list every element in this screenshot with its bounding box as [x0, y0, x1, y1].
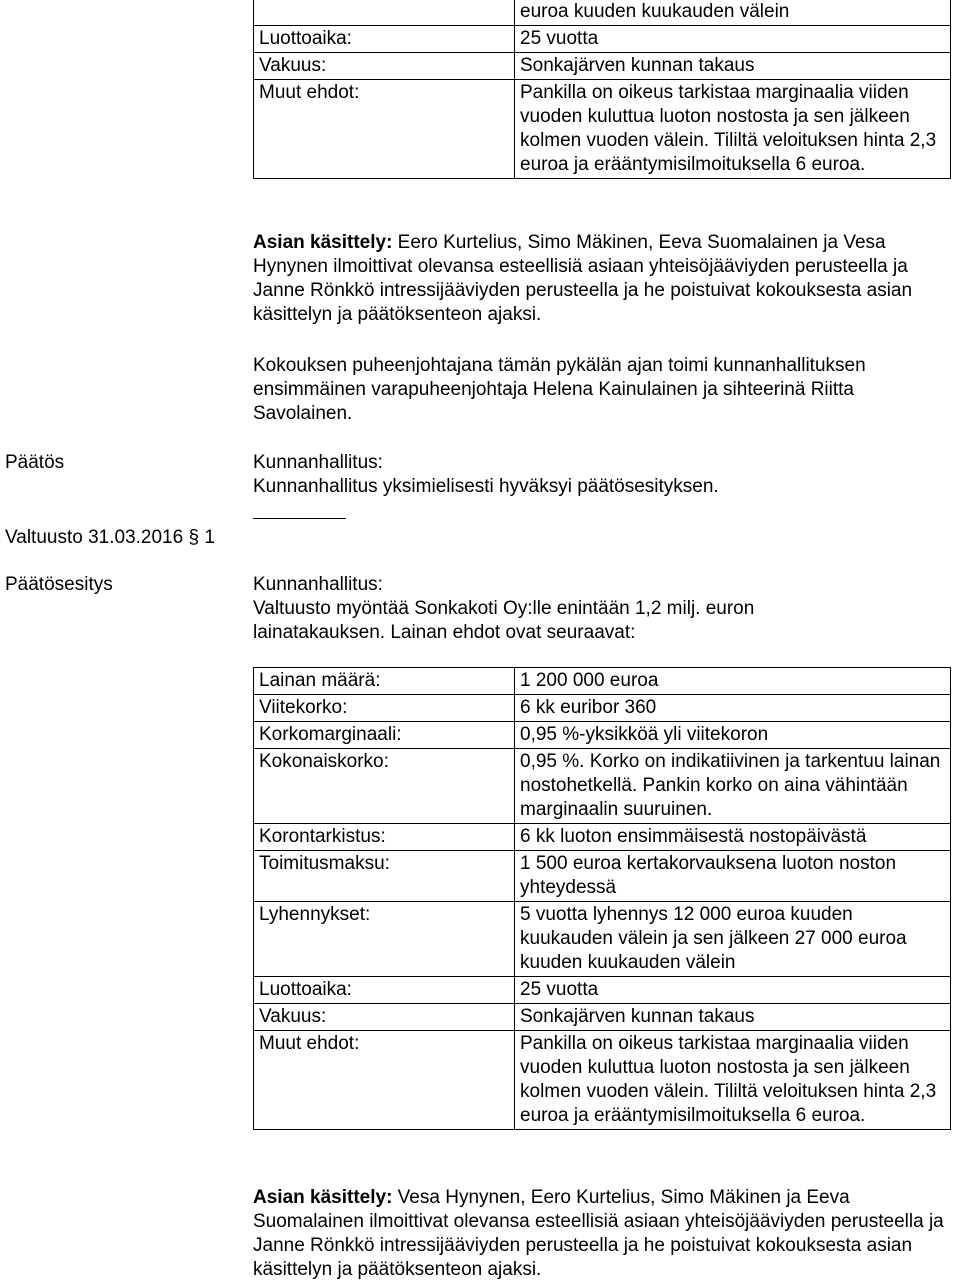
term-value: Sonkajärven kunnan takaus — [515, 53, 951, 80]
table-row — [254, 26, 951, 53]
table-row — [254, 851, 951, 902]
table-row — [254, 977, 951, 1004]
term-value: 25 vuotta — [515, 977, 951, 1004]
term-label: Muut ehdot: — [254, 1031, 515, 1130]
table-row — [254, 824, 951, 851]
loan-terms-table — [253, 667, 951, 1130]
term-label: Toimitusmaksu: — [254, 851, 515, 902]
section-mark: § — [188, 527, 200, 548]
term-label: Lainan määrä: — [254, 668, 515, 695]
term-value: euroa kuuden kuukauden välein — [515, 0, 951, 26]
table-row — [254, 1004, 951, 1031]
table-row — [254, 902, 951, 977]
term-label: Vakuus: — [254, 1004, 515, 1031]
decision-text: Kunnanhallitus yksimielisesti hyväksyi päätösesityksen. — [253, 476, 719, 497]
term-value: Pankilla on oikeus tarkistaa marginaalia viiden vuoden kuluttua luoton nostosta ja sen jälkeen kolmen vuoden välein. Tililtä veloituksen hinta 2,3 euroa ja erääntymisilmoituksella 6 euroa. — [515, 80, 951, 179]
processing-text: Eero Kurtelius, Simo Mäkinen, Eeva Suomalainen ja Vesa Hynynen ilmoittivat olevansa esteellisiä asiaan yhteisöjääviyden perusteella ja Janne Rönkkö intressijääviyden perusteella ja he poistuivat kokouksesta asian käsittelyn ja päätöksenteon ajaksi. — [253, 232, 913, 325]
term-label — [254, 0, 515, 26]
processing-text: Vesa Hynynen, Eero Kurtelius, Simo Mäkinen ja Eeva Suomalainen ilmoittivat olevansa esteellisiä asiaan yhteisöjääviyden perusteella ja Janne Rönkkö intressijääviyden perusteella ja he poistuivat kokouksesta asian käsittelyn ja päätöksenteon ajaksi. — [253, 1187, 944, 1280]
processing-note-2 — [253, 1186, 953, 1282]
term-value: 6 kk luoton ensimmäisestä nostopäivästä — [515, 824, 951, 851]
paatos-side-label: Päätös — [5, 452, 65, 473]
table-row — [254, 0, 951, 26]
proposal-org: Kunnanhallitus: — [253, 574, 383, 595]
term-value: Sonkajärven kunnan takaus — [515, 1004, 951, 1031]
term-value: 1 500 euroa kertakorvauksena luoton noston yhteydessä — [515, 851, 951, 902]
council-label: Valtuusto 31.03.2016 — [5, 527, 184, 548]
proposal-text: Valtuusto myöntää Sonkakoti Oy:lle enintään 1,2 milj. euron lainatakauksen. Lainan ehdot ovat seuraavat: — [253, 598, 755, 643]
term-value: 5 vuotta lyhennys 12 000 euroa kuuden kuukauden välein ja sen jälkeen 27 000 euroa kuuden kuukauden välein — [515, 902, 951, 977]
top-terms-table — [253, 0, 951, 179]
chair-note: Kokouksen puheenjohtajana tämän pykälän ajan toimi kunnanhallituksen ensimmäinen varapuheenjohtaja Helena Kainulainen ja sihteerinä Riitta Savolainen. — [253, 355, 866, 424]
term-label: Luottoaika: — [254, 26, 515, 53]
term-label: Korontarkistus: — [254, 824, 515, 851]
term-label: Luottoaika: — [254, 977, 515, 1004]
section-number: 1 — [204, 527, 215, 548]
term-label: Korkomarginaali: — [254, 722, 515, 749]
table-row — [254, 749, 951, 824]
term-value: Pankilla on oikeus tarkistaa marginaalia viiden vuoden kuluttua luoton nostosta ja sen jälkeen kolmen vuoden välein. Tililtä veloituksen hinta 2,3 euroa ja erääntymisilmoituksella 6 euroa. — [515, 1031, 951, 1130]
table-row — [254, 1031, 951, 1130]
term-value: 0,95 %. Korko on indikatiivinen ja tarkentuu lainan nostohetkellä. Pankin korko on aina vähintään marginaalin suuruinen. — [515, 749, 951, 824]
divider-rule — [253, 518, 346, 519]
term-label: Vakuus: — [254, 53, 515, 80]
term-label: Kokonaiskorko: — [254, 749, 515, 824]
term-label: Muut ehdot: — [254, 80, 515, 179]
council-reference — [5, 526, 215, 550]
paatosesitys-side-label: Päätösesitys — [5, 574, 113, 595]
table-row — [254, 695, 951, 722]
decision-org: Kunnanhallitus: — [253, 452, 383, 473]
table-row — [254, 53, 951, 80]
processing-label: Asian käsittely: — [253, 1187, 393, 1208]
term-value: 25 vuotta — [515, 26, 951, 53]
processing-note-1 — [253, 231, 953, 327]
term-value: 6 kk euribor 360 — [515, 695, 951, 722]
term-value: 1 200 000 euroa — [515, 668, 951, 695]
term-value: 0,95 %-yksikköä yli viitekoron — [515, 722, 951, 749]
term-label: Viitekorko: — [254, 695, 515, 722]
term-label: Lyhennykset: — [254, 902, 515, 977]
table-row — [254, 668, 951, 695]
table-row — [254, 722, 951, 749]
processing-label: Asian käsittely: — [253, 232, 393, 253]
table-row — [254, 80, 951, 179]
